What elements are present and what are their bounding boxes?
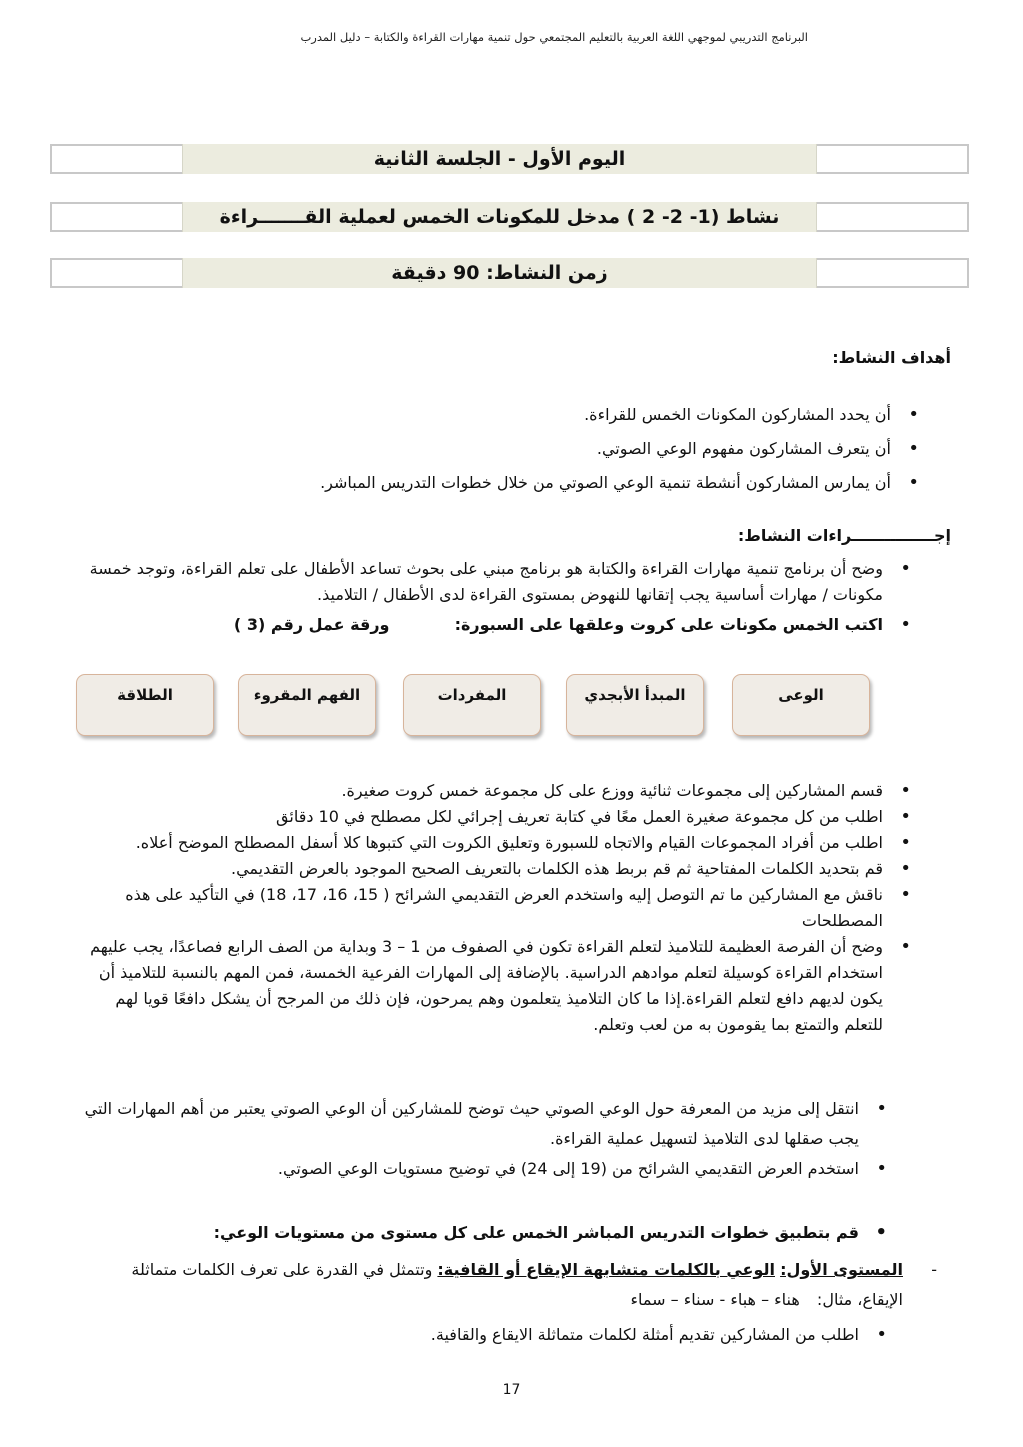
list-item: • وضح أن الفرصة العظيمة للتلاميذ لتعلم القراءة تكون في الصفوف من 1 – 3 وبداية من الصف الرابع فصاعدًا، يجب عليهم استخدام القراءة كوسيلة لتعلم موادهم الدراسية. بالإضافة إلى المهارات الفرعية الخمسة، فمن المهم بالنسبة للتلاميذ أن يكون لديهم دافع لتعلم القراءة.إذا ما كان التلاميذ يتعلمون وهم يمرحون، فإن ذلك من المرجح أن يشكل دافعًا قويا لهم للتعلم والتمتع بما يقومون به من لعب وتعلم. <box>73 934 913 1038</box>
list-item: • أن يتعرف المشاركون مفهوم الوعي الصوتي. <box>161 432 921 466</box>
component-cards <box>76 674 874 738</box>
card-fluency: الطلاقة <box>76 674 214 736</box>
list-item: • اطلب من المشاركين تقديم أمثلة لكلمات متماثلة الايقاع والقافية. <box>79 1322 889 1348</box>
list-item: • قم بتطبيق خطوات التدريس المباشر الخمس على كل مستوى من مستويات الوعي: <box>79 1220 889 1246</box>
card-alphabetic-principle: المبدأ الأبجدي <box>566 674 704 736</box>
activity-duration: زمن النشاط: 90 دقيقة <box>182 258 817 288</box>
level1-name: الوعي بالكلمات متشابهة الإيقاع أو القافية: <box>437 1260 775 1279</box>
level1-example: هناء – هباء - سناء – سماء <box>630 1290 800 1309</box>
list-item: • استخدم العرض التقديمي الشرائح من (19 إلى 24) في توضيح مستويات الوعي الصوتي. <box>79 1154 889 1184</box>
session-banner <box>50 144 969 174</box>
worksheet-ref: ورقة عمل رقم (3 ) <box>233 615 390 634</box>
activity-title: نشاط (1- 2- 2 ) مدخل للمكونات الخمس لعملية القـــــــراءة <box>182 202 817 232</box>
procedures-heading: إجـــــــــــــــراءات النشاط: <box>737 526 951 545</box>
level1-item <box>98 1255 937 1315</box>
session-title: اليوم الأول - الجلسة الثانية <box>182 144 817 174</box>
dash-marker: - <box>931 1260 937 1279</box>
level1-description: وتتمثل في القدرة على تعرف الكلمات متماثلة الإيقاع، مثال: <box>131 1260 903 1309</box>
page-number: 17 <box>502 1382 521 1398</box>
objectives-heading: أهداف النشاط: <box>832 348 951 367</box>
list-item: • قسم المشاركين إلى مجموعات ثنائية ووزع على كل مجموعة خمس كروت صغيرة. <box>73 778 913 804</box>
steps-list <box>73 778 913 1038</box>
apply-list <box>79 1220 889 1246</box>
level1-label: المستوى الأول: <box>780 1260 903 1279</box>
write-cards-list <box>73 612 913 638</box>
card-vocabulary: المفردات <box>403 674 541 736</box>
list-item: • اطلب من كل مجموعة صغيرة العمل معًا في كتابة تعريف إجرائي لكل مصطلح في 10 دقائق <box>73 804 913 830</box>
list-item: • وضح أن برنامج تنمية مهارات القراءة والكتابة هو برنامج مبني على بحوث تساعد الأطفال على تعلم القراءة، وتوجد خمسة مكونات / مهارات أساسية يجب إتقانها للنهوض بمستوى القراءة لدى الأطفال / التلاميذ. <box>73 556 913 608</box>
card-comprehension: الفهم المقروء <box>238 674 376 736</box>
list-item: • انتقل إلى مزيد من المعرفة حول الوعي الصوتي حيث توضح للمشاركين أن الوعي الصوتي يعتبر من أهم المهارات التي يجب صقلها لدى التلاميذ لتسهيل عملية القراءة. <box>79 1094 889 1154</box>
list-item: • قم بتحديد الكلمات المفتاحية ثم قم بربط هذه الكلمات بالتعريف الصحيح الموجود بالعرض التقديمي. <box>73 856 913 882</box>
write-cards-instruction: اكتب الخمس مكونات على كروت وعلقها على السبورة: <box>454 615 883 634</box>
list-item: • اطلب من أفراد المجموعات القيام والاتجاه للسبورة وتعليق الكروت التي كتبوها كلا أسفل المصطلح الموضح أعلاه. <box>73 830 913 856</box>
final-list <box>79 1322 889 1348</box>
card-awareness: الوعى <box>732 674 870 736</box>
list-item: • أن يمارس المشاركون أنشطة تنمية الوعي الصوتي من خلال خطوات التدريس المباشر. <box>161 466 921 500</box>
objectives-list <box>161 398 921 500</box>
running-header: البرنامج التدريبي لموجهي اللغة العربية بالتعليم المجتمعي حول تنمية مهارات القراءة والكتابة – دليل المدرب <box>300 30 808 44</box>
steps2-list <box>79 1094 889 1184</box>
activity-banner <box>50 202 969 232</box>
procedures-intro-list <box>73 556 913 608</box>
list-item: • أن يحدد المشاركون المكونات الخمس للقراءة. <box>161 398 921 432</box>
list-item <box>73 612 913 638</box>
duration-banner <box>50 258 969 288</box>
list-item: • ناقش مع المشاركين ما تم التوصل إليه واستخدم العرض التقديمي الشرائح ( 15، 16، 17، 18) في التأكيد على هذه المصطلحات <box>73 882 913 934</box>
